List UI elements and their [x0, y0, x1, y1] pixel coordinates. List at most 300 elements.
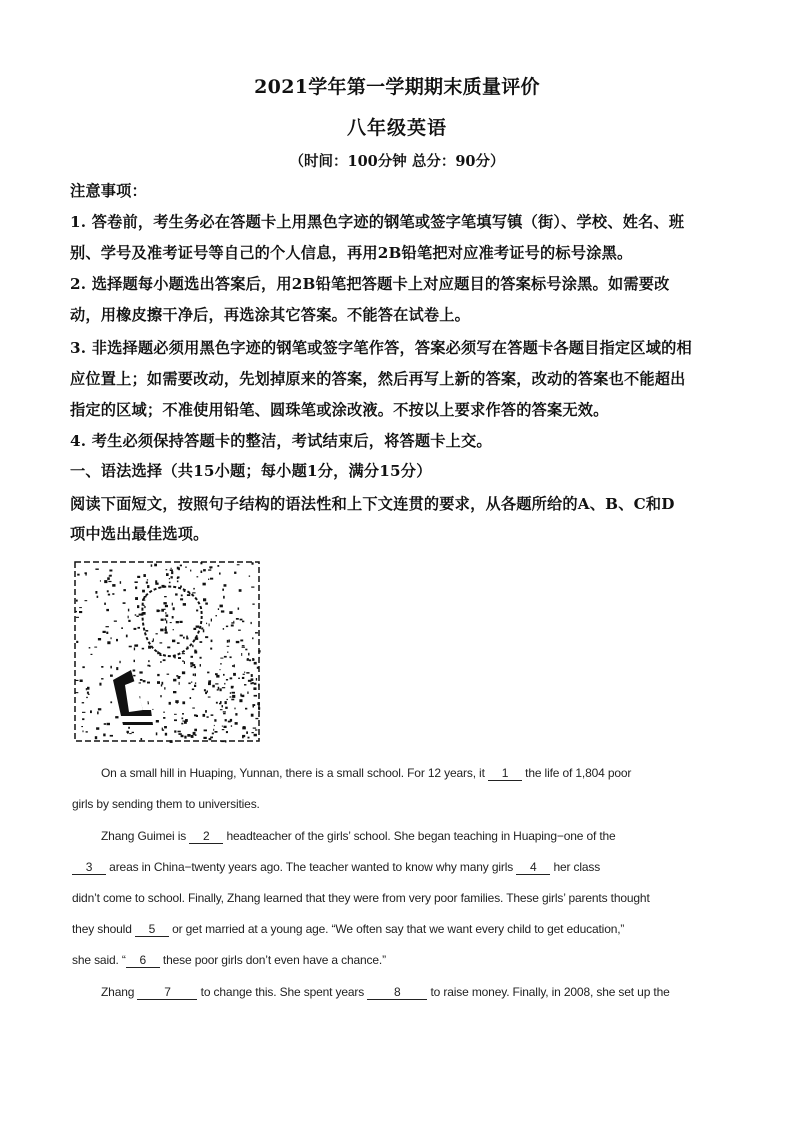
photo-speckle — [103, 734, 105, 737]
photo-speckle — [128, 609, 129, 612]
photo-speckle — [107, 641, 110, 644]
photo-speckle — [254, 695, 257, 697]
photo-speckle — [226, 679, 228, 681]
passage-p1-line-1: On a small hill in Huaping, Yunnan, there is a small school. For 12 years, it 1 the life of 1,804 poor — [101, 766, 632, 780]
photo-speckle — [180, 598, 183, 600]
photo-speckle — [162, 729, 164, 730]
photo-speckle — [241, 653, 242, 656]
photo-speckle — [95, 569, 98, 570]
photo-speckle — [128, 616, 129, 619]
photo-speckle — [208, 697, 211, 698]
photo-speckle — [204, 689, 206, 691]
photo-speckle — [162, 682, 164, 685]
photo-speckle — [173, 607, 175, 610]
blank-6[interactable]: 6 — [126, 954, 160, 968]
photo-speckle — [208, 569, 211, 570]
photo-speckle — [203, 583, 206, 586]
photo-speckle — [172, 616, 174, 619]
photo-speckle — [245, 708, 247, 710]
photo-speckle — [246, 731, 248, 734]
photo-speckle — [227, 699, 228, 700]
photo-speckle — [181, 595, 183, 597]
photo-speckle — [147, 682, 150, 684]
photo-speckle — [178, 733, 181, 735]
photo-speckle — [172, 603, 173, 606]
photo-speckle — [164, 609, 166, 610]
photo-speckle — [79, 611, 82, 613]
photo-speckle — [167, 647, 170, 649]
photo-speckle — [123, 589, 126, 591]
photo-speckle — [216, 675, 219, 678]
photo-speckle — [161, 684, 162, 686]
photo-speckle — [129, 646, 132, 648]
photo-speckle — [201, 571, 203, 574]
photo-speckle — [76, 600, 78, 602]
section-instruction-line-2: 项中选出最佳选项。 — [70, 525, 209, 543]
photo-speckle — [87, 687, 90, 690]
photo-speckle — [82, 712, 85, 713]
photo-speckle — [184, 661, 185, 664]
photo-speckle — [223, 628, 224, 630]
photo-speckle — [203, 714, 206, 717]
photo-speckle — [171, 576, 173, 578]
photo-speckle — [111, 637, 112, 639]
photo-speckle — [205, 603, 208, 605]
photo-speckle — [169, 578, 170, 579]
photo-speckle — [76, 641, 78, 643]
photo-speckle — [220, 709, 223, 710]
photo-speckle — [236, 641, 240, 643]
passage-p2-line-5: she said. “ 6 these poor girls don’t even have a chance.” — [72, 953, 386, 967]
photo-speckle — [231, 625, 234, 627]
photo-speckle — [128, 620, 130, 622]
photo-speckle — [243, 674, 245, 675]
photo-speckle — [222, 705, 224, 707]
photo-speckle — [161, 619, 164, 621]
photo-speckle — [194, 666, 196, 668]
photo-speckle — [165, 618, 167, 620]
photo-speckle — [244, 684, 246, 685]
photo-speckle — [239, 589, 242, 592]
photo-speckle — [193, 732, 196, 735]
photo-speckle — [251, 622, 252, 624]
section-instruction-line-1: 阅读下面短文，按照句子结构的语法性和上下文连贯的要求，从各题所给的A、B、C和D — [70, 495, 675, 513]
photo-speckle — [220, 688, 222, 691]
photo-speckle — [251, 587, 254, 588]
photo-speckle — [226, 626, 228, 628]
photo-speckle — [247, 692, 248, 694]
photo-speckle — [230, 656, 232, 658]
photo-speckle — [173, 629, 174, 630]
photo-speckle — [87, 692, 89, 694]
photo-speckle — [178, 657, 181, 659]
photo-speckle — [136, 616, 138, 617]
photo-speckle — [255, 718, 258, 719]
photo-speckle — [240, 619, 243, 621]
photo-speckle — [191, 682, 192, 683]
photo-speckle — [160, 661, 162, 662]
photo-speckle — [240, 640, 243, 642]
photo-speckle — [133, 675, 135, 677]
photo-speckle — [165, 605, 168, 607]
passage-p2-line-3: didn’t come to school. Finally, Zhang learned that they were from very poor families. These girls’ parents thought — [72, 891, 650, 905]
photo-speckle — [164, 726, 167, 728]
photo-speckle — [180, 635, 183, 637]
photo-speckle — [183, 603, 186, 606]
photo-speckle — [90, 710, 92, 713]
blank-8[interactable]: 8 — [367, 986, 427, 1000]
photo-speckle — [148, 660, 149, 662]
photo-speckle — [135, 597, 138, 600]
photo-speckle — [96, 727, 99, 730]
photo-speckle — [179, 682, 180, 685]
photo-speckle — [220, 658, 223, 659]
photo-speckle — [178, 677, 181, 679]
photo-speckle — [175, 700, 178, 703]
photo-speckle — [239, 699, 242, 702]
photo-speckle — [89, 647, 91, 648]
photo-speckle — [166, 615, 169, 617]
photo-speckle — [135, 614, 137, 615]
photo-speckle — [135, 644, 138, 646]
photo-speckle — [80, 680, 83, 683]
photo-speckle — [192, 708, 195, 709]
photo-speckle — [249, 576, 250, 577]
passage-p1-line-2: girls by sending them to universities. — [72, 797, 260, 811]
photo-speckle — [192, 592, 195, 593]
blank-3[interactable]: 3 — [72, 861, 106, 875]
photo-speckle — [139, 682, 141, 683]
photo-speckle — [187, 594, 190, 596]
photo-speckle — [169, 582, 171, 584]
photo-speckle — [254, 662, 257, 665]
photo-speckle — [203, 629, 205, 632]
notice-item-4: 4. 考生必须保持答题卡的整洁，考试结束后，将答题卡上交。 — [70, 432, 492, 450]
photo-speckle — [88, 694, 90, 695]
photo-speckle — [135, 581, 138, 583]
photo-speckle — [85, 572, 87, 574]
photo-speckle — [244, 672, 245, 673]
photo-speckle — [215, 731, 218, 733]
photo-speckle — [170, 622, 172, 623]
photo-speckle — [231, 725, 232, 727]
photo-speckle — [166, 620, 167, 623]
photo-speckle — [112, 584, 115, 587]
photo-speckle — [223, 674, 225, 676]
photo-speckle — [222, 729, 225, 730]
photo-speckle — [152, 709, 153, 710]
photo-speckle — [214, 719, 216, 722]
photo-speckle — [234, 572, 236, 574]
photo-speckle — [191, 735, 194, 738]
photo-speckle — [232, 695, 235, 698]
photo-speckle — [252, 732, 254, 733]
passage-p2-line-2: 3 areas in China−twenty years ago. The teacher wanted to know why many girls 4 her class — [72, 860, 600, 875]
photo-speckle — [110, 675, 113, 677]
photo-speckle — [180, 586, 182, 588]
photo-speckle — [126, 635, 128, 638]
photo-speckle — [116, 639, 118, 641]
photo-speckle — [219, 703, 221, 705]
photo-speckle — [83, 730, 84, 732]
photo-speckle — [154, 564, 157, 567]
photo-speckle — [108, 594, 110, 596]
photo-speckle — [110, 735, 113, 737]
photo-speckle — [203, 598, 206, 601]
photo-speckle — [224, 726, 227, 728]
photo-speckle — [230, 696, 232, 697]
photo-speckle — [163, 712, 164, 714]
photo-speckle — [208, 579, 209, 580]
photo-speckle — [106, 626, 109, 627]
photo-speckle — [163, 659, 166, 661]
photo-speckle — [185, 567, 187, 568]
notice-item-1-line-2: 别、学号及准考证号等自己的个人信息，再用2B铅笔把对应准考证号的标号涂黑。 — [70, 244, 633, 262]
photo-speckle — [86, 688, 87, 690]
blank-4[interactable]: 4 — [516, 861, 550, 875]
photo-speckle — [211, 619, 212, 622]
photo-speckle — [227, 651, 228, 653]
photo-speckle — [227, 731, 228, 732]
photo-speckle — [79, 607, 82, 608]
photo-speckle — [223, 713, 226, 714]
photo-speckle — [182, 653, 185, 654]
photo-speckle — [222, 687, 225, 688]
photo-speckle — [220, 605, 223, 608]
photo-speckle — [192, 664, 195, 666]
photo-speckle — [249, 659, 251, 661]
photo-speckle — [115, 716, 118, 718]
photo-speckle — [132, 732, 134, 733]
photo-speckle — [234, 708, 235, 710]
photo-speckle — [227, 640, 229, 643]
photo-speckle — [193, 588, 195, 590]
photo-speckle — [242, 621, 244, 623]
notice-item-3-line-3: 指定的区域；不准使用铅笔、圆珠笔或涂改液。不按以上要求作答的答案无效。 — [70, 401, 609, 419]
photo-speckle — [186, 636, 188, 638]
photo-speckle — [242, 645, 245, 646]
teacher-photo — [73, 560, 261, 743]
photo-speckle — [186, 638, 188, 640]
photo-speckle — [135, 586, 137, 589]
photo-speckle — [194, 714, 197, 716]
photo-speckle — [145, 630, 148, 632]
photo-speckle — [180, 621, 183, 623]
photo-speckle — [146, 582, 148, 584]
photo-speckle — [104, 723, 106, 725]
photo-speckle — [216, 702, 218, 704]
photo-speckle — [129, 733, 132, 734]
photo-speckle — [151, 564, 153, 566]
photo-speckle — [172, 640, 175, 643]
photo-speckle — [91, 654, 93, 655]
photo-speckle — [194, 651, 197, 654]
photo-speckle — [192, 689, 194, 691]
photo-speckle — [246, 672, 249, 674]
photo-speckle — [163, 717, 165, 719]
photo-speckle — [219, 573, 221, 575]
photo-speckle — [134, 660, 136, 662]
photo-speckle — [230, 677, 233, 679]
photo-speckle — [156, 732, 158, 735]
photo-speckle — [171, 571, 173, 574]
photo-speckle — [101, 666, 103, 668]
blank-2[interactable]: 2 — [189, 830, 223, 844]
photo-speckle — [174, 714, 177, 715]
photo-speckle — [205, 636, 208, 638]
photo-speckle — [238, 608, 240, 610]
photo-speckle — [166, 573, 169, 576]
photo-speckle — [161, 609, 164, 612]
photo-speckle — [112, 593, 114, 595]
photo-speckle — [222, 589, 224, 591]
photo-speckle — [133, 670, 136, 672]
photo-speckle — [147, 665, 149, 667]
photo-speckle — [209, 738, 212, 740]
blank-7[interactable]: 7 — [137, 986, 197, 1000]
photo-speckle — [210, 578, 213, 580]
photo-speckle — [220, 663, 221, 665]
photo-speckle — [156, 633, 158, 634]
photo-speckle — [104, 603, 106, 605]
photo-speckle — [188, 683, 190, 685]
photo-speckle — [238, 678, 240, 679]
photo-speckle — [121, 627, 123, 629]
photo-speckle — [177, 642, 180, 644]
photo-speckle — [134, 648, 135, 651]
photo-speckle — [224, 683, 225, 685]
photo-speckle — [253, 687, 256, 690]
photo-speckle — [148, 646, 151, 649]
photo-speckle — [252, 704, 255, 706]
photo-speckle — [86, 697, 88, 698]
photo-speckle — [200, 641, 203, 643]
photo-speckle — [116, 667, 118, 670]
photo-speckle — [143, 574, 146, 577]
photo-speckle — [185, 719, 187, 721]
photo-speckle — [232, 692, 236, 694]
notice-item-2-line-1: 2. 选择题每小题选出答案后，用2B铅笔把答题卡上对应题目的答案标号涂黑。如需要改 — [70, 275, 670, 293]
photo-speckle — [160, 695, 161, 697]
photo-speckle — [110, 701, 112, 703]
photo-speckle — [225, 701, 227, 704]
photo-speckle — [174, 719, 177, 721]
photo-speckle — [242, 695, 245, 697]
photo-speckle — [255, 632, 258, 633]
photo-speckle — [157, 681, 160, 684]
photo-speckle — [182, 701, 185, 704]
photo-speckle — [160, 642, 163, 643]
blank-5[interactable]: 5 — [135, 923, 169, 937]
photo-speckle — [242, 727, 246, 729]
photo-speckle — [109, 570, 112, 572]
photo-speckle — [114, 621, 117, 622]
photo-speckle — [195, 682, 196, 684]
passage-p2-line-4: they should 5 or get married at a young age. “We often say that we want every child to get education,” — [72, 922, 625, 936]
photo-speckle — [147, 585, 149, 588]
photo-speckle — [242, 677, 244, 679]
photo-speckle — [235, 713, 237, 716]
photo-speckle — [167, 674, 170, 675]
photo-speckle — [194, 729, 197, 732]
photo-speckle — [134, 628, 137, 630]
photo-speckle — [211, 714, 214, 716]
photo-speckle — [170, 569, 173, 571]
photo-speckle — [256, 678, 257, 681]
photo-speckle — [99, 683, 101, 686]
photo-speckle — [251, 678, 254, 681]
photo-speckle — [191, 656, 194, 658]
photo-speckle — [77, 574, 79, 576]
photo-speckle — [175, 593, 178, 595]
photo-speckle — [120, 581, 121, 584]
photo-speckle — [213, 729, 214, 731]
section-heading: 一、语法选择（共15小题；每小题1分，满分15分） — [70, 462, 432, 480]
photo-speckle — [187, 734, 190, 737]
photo-speckle — [200, 657, 202, 659]
photo-speckle — [214, 725, 215, 726]
photo-speckle — [222, 726, 223, 727]
photo-speckle — [197, 576, 199, 577]
photo-speckle — [177, 581, 179, 583]
photo-speckle — [217, 565, 219, 567]
photo-speckle — [228, 721, 231, 723]
photo-speckle — [82, 702, 84, 703]
photo-speckle — [137, 605, 139, 608]
photo-speckle — [252, 604, 254, 605]
photo-speckle — [109, 575, 112, 577]
photo-speckle — [97, 711, 99, 714]
passage-p2-line-1: Zhang Guimei is 2 headteacher of the girls’ school. She began teaching in Huaping−one of the — [101, 829, 616, 843]
photo-speckle — [142, 590, 145, 593]
photo-speckle — [252, 682, 254, 684]
photo-speckle — [194, 685, 196, 687]
photo-speckle — [231, 699, 234, 701]
photo-speckle — [94, 647, 97, 648]
photo-speckle — [252, 637, 253, 639]
photo-speckle — [255, 729, 257, 730]
photo-speckle — [253, 728, 256, 729]
notice-heading: 注意事项： — [70, 182, 147, 200]
photo-speckle — [201, 628, 203, 630]
photo-speckle — [210, 680, 211, 681]
photo-speckle — [225, 707, 228, 709]
photo-speckle — [212, 685, 215, 688]
photo-speckle — [252, 658, 254, 661]
photo-speckle — [123, 602, 126, 604]
photo-speckle — [97, 596, 99, 598]
photo-speckle — [242, 735, 245, 737]
photo-speckle — [227, 646, 230, 647]
photo-speckle — [95, 591, 97, 594]
photo-speckle — [75, 680, 78, 681]
photo-speckle — [169, 702, 171, 705]
photo-speckle — [221, 610, 224, 612]
photo-speckle — [98, 638, 101, 640]
photo-speckle — [215, 683, 218, 684]
photo-speckle — [200, 664, 201, 667]
photo-speckle — [184, 736, 186, 739]
photo-speckle — [190, 697, 192, 699]
photo-speckle — [206, 623, 207, 624]
photo-speckle — [163, 602, 166, 604]
photo-speckle — [203, 569, 206, 571]
blank-1[interactable]: 1 — [488, 767, 522, 781]
photo-speckle — [82, 666, 84, 668]
photo-speckle — [235, 722, 238, 725]
photo-speckle — [203, 737, 206, 739]
photo-speckle — [165, 629, 167, 632]
